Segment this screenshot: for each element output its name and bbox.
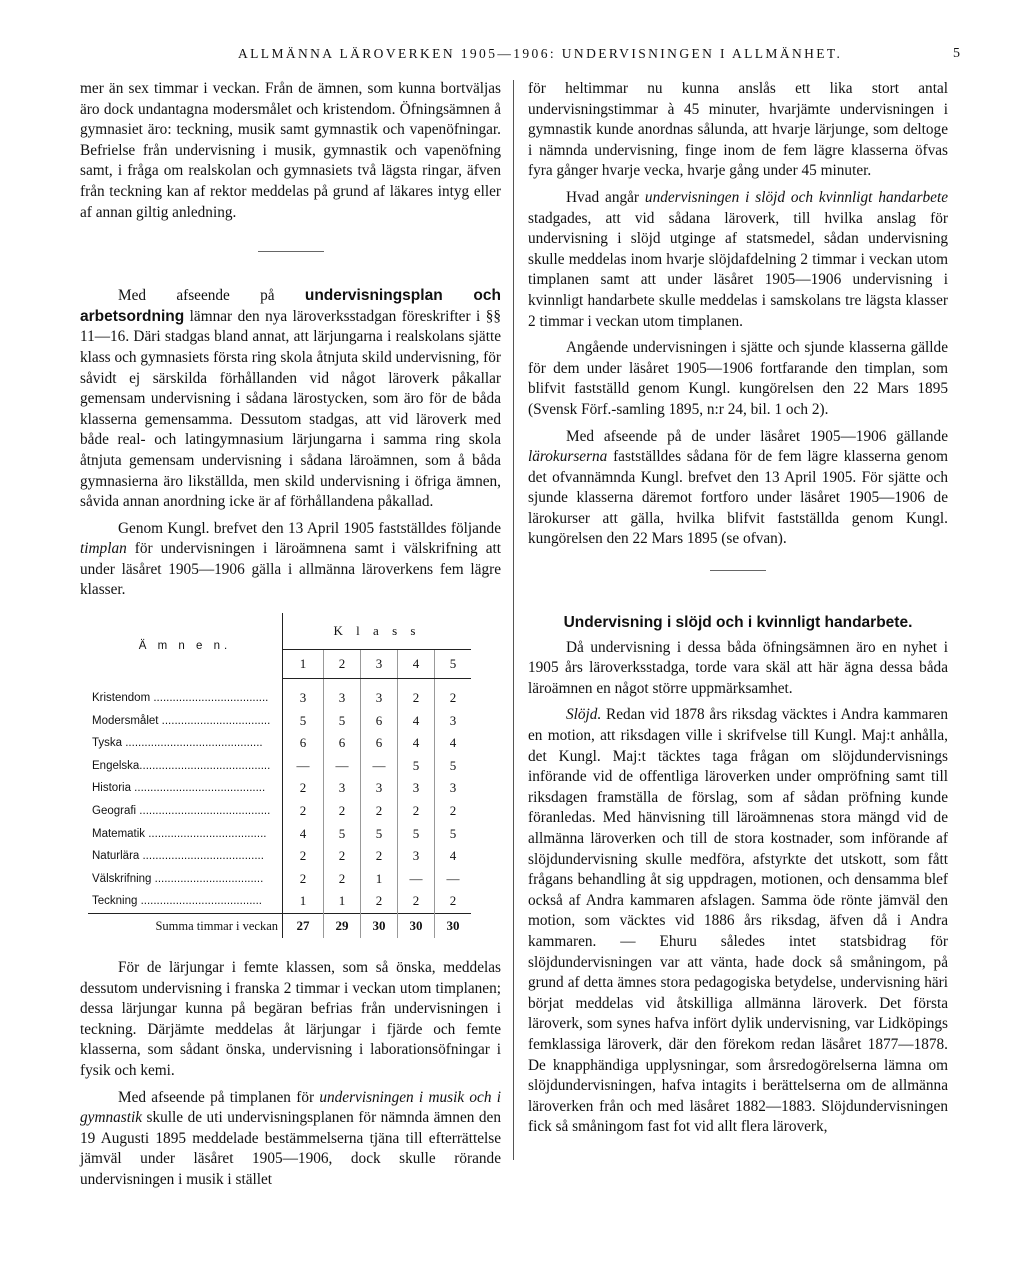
hours-cell: 3 bbox=[398, 845, 435, 868]
sum-cell: 27 bbox=[283, 914, 324, 939]
text-run: Genom Kungl. brefvet den 13 April 1905 fastställdes följande bbox=[118, 519, 501, 537]
subject-cell: Välskrifning .................................. bbox=[88, 868, 283, 891]
table-row bbox=[88, 687, 471, 710]
hours-cell: 5 bbox=[283, 710, 324, 733]
subject-cell: Historia ......................................... bbox=[88, 777, 283, 800]
hours-cell: 3 bbox=[449, 780, 457, 796]
text-run: skulle de uti undervisningsplanen för nämnda ämnen den 19 Augusti 1895 meddelade bestämmelserna tjäna till efterrättelse jämväl under läsåret 1905—1906, dock skulle rörande undervisningen i musik i stället bbox=[80, 1109, 501, 1188]
hours-cell: 3 bbox=[324, 687, 361, 710]
hours-cell: 2 bbox=[283, 800, 324, 823]
paragraph-timetable-intro bbox=[80, 519, 501, 601]
subject-cell: Kristendom .................................... bbox=[88, 687, 283, 710]
hours-cell: 3 bbox=[283, 687, 324, 710]
section-separator bbox=[710, 570, 766, 571]
sum-row bbox=[88, 914, 471, 939]
section-heading: Undervisning i slöjd och i kvinnligt handarbete. bbox=[563, 614, 913, 632]
hours-cell: 4 bbox=[398, 732, 435, 755]
hours-cell: 2 bbox=[398, 800, 435, 823]
hours-cell: 2 bbox=[324, 800, 361, 823]
subject-cell: Naturlära ...................................... bbox=[88, 845, 283, 868]
text-run: lämnar den nya läroverksstadgan föreskrifter i §§ 11—16. Däri stadgas bland annat, att lärjungarna i realskolans sjätte klass och gymnasiets första ring skola åtnjuta skild undervisning, för såvidt ej särskilda förhållanden vid något läroverk påkallar gemensam undervisning i sådana lärostycken, som äro för de båda klasserna gemensamma. Dessutom stadgas, att vid läroverk med både real- och latingymnasium lärjungarna i samma ring skola åtnjuta gemensam undervisning i sådana läroämnen, som å båda gymnasierna äro likställda, men skild undervisning i öfriga ämnen, såvida annan anordning icke är af förhållandena påkallad. bbox=[80, 307, 501, 511]
hours-cell: 6 bbox=[283, 732, 324, 755]
hours-cell: 6 bbox=[361, 732, 398, 755]
sum-label: Summa timmar i veckan bbox=[88, 914, 283, 939]
emphasis-term: lärokurserna bbox=[528, 448, 608, 466]
hours-cell: 5 bbox=[449, 825, 457, 841]
table-row bbox=[88, 755, 471, 778]
class-number: 3 bbox=[361, 650, 398, 679]
paragraph-work-order bbox=[80, 286, 501, 513]
emphasis-term: timplan bbox=[80, 540, 127, 558]
paragraph-electives: mer än sex timmar i veckan. Från de ämnen, som kunna bortväljas äro dock undantagna modersmålet och kristendom. Öfningsämnen å gymnasiet äro: teckning, musik samt gymnastik och vapenöfningar. Befrielse från undervisning i musik, gymnastik och vapenöfning samt, i fråga om realskolan och gymnasiets två lägsta ringar, äfven från teckning kan af rektor meddelas på grund af läkares intyg eller af annan giltig anledning. bbox=[80, 80, 501, 221]
hours-cell: 2 bbox=[283, 845, 324, 868]
emphasis-term: undervisningen i musik och i gymnastik bbox=[80, 1088, 501, 1127]
paragraph-novelty: Då undervisning i dessa båda öfningsämnen äro en nyhet i 1905 års läroverksstadga, torde vara skäl att här ägna dessa båda läroämnen en något större uppmärksamhet. bbox=[528, 638, 948, 697]
hours-cell: 5 bbox=[398, 755, 435, 778]
hours-cell: 5 bbox=[361, 823, 398, 846]
hours-cell: 2 bbox=[283, 868, 324, 891]
hours-cell: 3 bbox=[361, 777, 398, 800]
table-row bbox=[88, 800, 471, 823]
table-row bbox=[88, 823, 471, 846]
hours-cell: 3 bbox=[449, 712, 457, 728]
hours-cell: 3 bbox=[361, 687, 398, 710]
column-divider bbox=[513, 80, 514, 1160]
text-run: för undervisningen i läroämnena samt i välskrifning att under läsåret 1905—1906 gälla i allmänna läroverkens fem lägre klasser. bbox=[80, 540, 502, 599]
class-number: 4 bbox=[398, 650, 435, 679]
paragraph-sloyd-history bbox=[528, 705, 948, 1137]
timetable bbox=[88, 613, 471, 938]
hours-cell: — bbox=[361, 755, 398, 778]
sum-cell: 29 bbox=[324, 914, 361, 939]
section-separator bbox=[258, 251, 324, 252]
text-run: Med afseende på de under läsåret 1905—1906 gällande bbox=[566, 427, 948, 445]
hours-cell: 2 bbox=[449, 893, 457, 909]
subject-cell: Geografi ......................................... bbox=[88, 800, 283, 823]
paragraph-french: För de lärjungar i femte klassen, som så önska, meddelas dessutom undervisning i franska 2 timmar i veckan utom timplanen; dessa lärjungar kunna på begäran befrias från undervisningen i teckning. Därjämte meddelas åt lärjungar i fjärde och femte klasserna, som sådant önska, undervisning i laborationsöfningar i fysik och kemi. bbox=[80, 959, 501, 1079]
table-row bbox=[88, 868, 471, 891]
emphasis-term: Slöjd. bbox=[566, 706, 602, 724]
class-number: 1 bbox=[283, 650, 324, 679]
emphasis-term: undervisningsplan och arbetsordning bbox=[80, 287, 501, 325]
text-run: Hvad angår bbox=[566, 188, 640, 206]
hours-cell: 5 bbox=[449, 757, 457, 773]
hours-cell: 6 bbox=[324, 732, 361, 755]
subject-cell: Engelska......................................... bbox=[88, 755, 283, 778]
hours-cell: — bbox=[446, 870, 460, 886]
hours-cell: 2 bbox=[398, 890, 435, 913]
subject-cell: Modersmålet .................................. bbox=[88, 710, 283, 733]
page-number: 5 bbox=[953, 46, 960, 61]
hours-cell: 5 bbox=[398, 823, 435, 846]
emphasis-term: undervisningen i slöjd och kvinnligt handarbete bbox=[644, 188, 949, 206]
text-run: stadgades, att vid sådana läroverk, till hvilka anslag för undervisning i slöjd utginge af statsmedel, sådan undervisning skulle meddelas inom hvarje slöjdafdelning 2 timmar i veckan utom timplanen samt att under läsåret 1905—1906 undervisning i kvinnligt handarbete skulle meddelas i samskolans tre lägsta klasser 2 timmar i veckan utom timplanen. bbox=[528, 209, 948, 330]
hours-cell: 2 bbox=[361, 890, 398, 913]
paragraph-upper-classes: Angående undervisningen i sjätte och sjunde klasserna gällde för dem under läsåret 1905—1906 fortfarande den timplan, som blifvit fastställd genom Kungl. kungörelsen den 22 Mars 1895 (Svensk Förf.-samling 1895, n:r 24, bil. 1 och 2). bbox=[528, 339, 948, 418]
hours-cell: 5 bbox=[324, 710, 361, 733]
hours-cell: — bbox=[283, 755, 324, 778]
hours-cell: 4 bbox=[283, 823, 324, 846]
hours-cell: 5 bbox=[324, 823, 361, 846]
table-row bbox=[88, 732, 471, 755]
class-number: 2 bbox=[324, 650, 361, 679]
running-title: ALLMÄNNA LÄROVERKEN 1905—1906: UNDERVISNINGEN I ALLMÄNHET. bbox=[238, 46, 843, 61]
hours-cell: 1 bbox=[361, 868, 398, 891]
hours-cell: — bbox=[398, 868, 435, 891]
subject-cell: Matematik ..................................... bbox=[88, 823, 283, 846]
hours-cell: 2 bbox=[361, 845, 398, 868]
subject-cell: Tyska ........................................... bbox=[88, 732, 283, 755]
paragraph-sloyd-handicraft bbox=[528, 188, 948, 332]
table-row bbox=[88, 845, 471, 868]
hours-cell: 1 bbox=[283, 890, 324, 913]
hours-cell: 4 bbox=[449, 848, 457, 864]
sum-cell: 30 bbox=[361, 914, 398, 939]
hours-cell: 4 bbox=[398, 710, 435, 733]
class-number: 5 bbox=[435, 650, 472, 679]
hours-cell: 3 bbox=[324, 777, 361, 800]
paragraph-courses bbox=[528, 427, 948, 551]
subject-column-header: Ä m n e n. bbox=[88, 613, 283, 679]
hours-cell: 2 bbox=[449, 803, 457, 819]
sum-cell: 30 bbox=[435, 914, 472, 939]
subject-cell: Teckning ...................................... bbox=[88, 890, 283, 913]
running-header bbox=[78, 46, 960, 66]
table-header-row bbox=[88, 613, 471, 650]
hours-cell: 2 bbox=[361, 800, 398, 823]
hours-cell: 2 bbox=[283, 777, 324, 800]
hours-cell: 4 bbox=[449, 735, 457, 751]
table-row bbox=[88, 890, 471, 913]
paragraph-gymnastics: för heltimmar nu kunna anslås ett lika stort antal undervisningstimmar à 45 minuter, hvarjämte undervisningen i gymnastik kunde anordnas sålunda, att hvarje lärjunge, som deltoge i nämnda undervisning, finge inom de fem lägre klasserna öfvas fyra gånger hvarje vecka, hvarje gång under 45 minuter. bbox=[528, 80, 948, 180]
table-row bbox=[88, 777, 471, 800]
hours-cell: 2 bbox=[324, 868, 361, 891]
hours-cell: 6 bbox=[361, 710, 398, 733]
paragraph-music-gym bbox=[80, 1088, 501, 1191]
table-row bbox=[88, 710, 471, 733]
hours-cell: 3 bbox=[398, 777, 435, 800]
left-column bbox=[80, 79, 501, 1197]
right-column bbox=[528, 79, 948, 1144]
hours-cell: 2 bbox=[449, 690, 457, 706]
text-run: fastställdes sådana för de fem lägre klasserna genom det ofvannämnda Kungl. brefvet den 13 April 1905. För sjätte och sjunde klasserna däremot fortforo under läsåret 1905—1906 de lärokurser att gälla, hvilka blifvit fastställda genom Kungl. kungörelsen den 22 Mars 1895 (se ofvan). bbox=[528, 448, 948, 548]
hours-cell: 2 bbox=[398, 687, 435, 710]
text-run: Med afseende på timplanen för bbox=[118, 1088, 315, 1106]
text-run: Med afseende på bbox=[118, 287, 275, 305]
hours-cell: — bbox=[324, 755, 361, 778]
sum-cell: 30 bbox=[398, 914, 435, 939]
class-column-header: K l a s s bbox=[283, 613, 472, 650]
text-run: Redan vid 1878 års riksdag väcktes i Andra kammaren en motion, att riksdagen ville i skrifvelse till Kungl. Maj:t anhålla, det Kungl. Maj:t täcktes taga frågan om slöjdundervisnings införande vid de offentliga läroverken under ompröfning samt till riksdagen framställa de förslag, som af sådan pröfning kunde föranledas. Med hänvisning till läroämnenas stora mängd vid de allmänna läroverken och till de stora kostnader, som införande af slöjdundervisning skulle medföra, afstyrkte det utskott, som fått frågans behandling åt sig uppdragen, motionen, och densamma blef också af Andra kammaren afslagen. Samma öde rönte jämväl den motion, som väcktes vid 1886 års riksdag, äfven då i Andra kammaren. — Ehuru således intet statsbidrag för slöjdundervisningen var att vänta, hade dock så småningom, på grund af detta ämnes stora pedagogiska betydelse, undervisning häri börjat meddelas vid åtskilliga allmänna läroverk. Det första läroverk, som synes hafva infört dylik undervisning, var Lidköpings femklassiga läroverk, där den förekom redan läsåret 1877—1878. De knapphändiga upplysningar, som årsredogörelserna lämna om slöjdundervisningen, hafva intagits i berättelserna om de allmänna läroverken från och med läsåret 1882—1883. Slöjdundervisningen fick så småningom fast fot vid allt flera läroverk, bbox=[528, 706, 948, 1136]
hours-cell: 1 bbox=[324, 890, 361, 913]
hours-cell: 2 bbox=[324, 845, 361, 868]
